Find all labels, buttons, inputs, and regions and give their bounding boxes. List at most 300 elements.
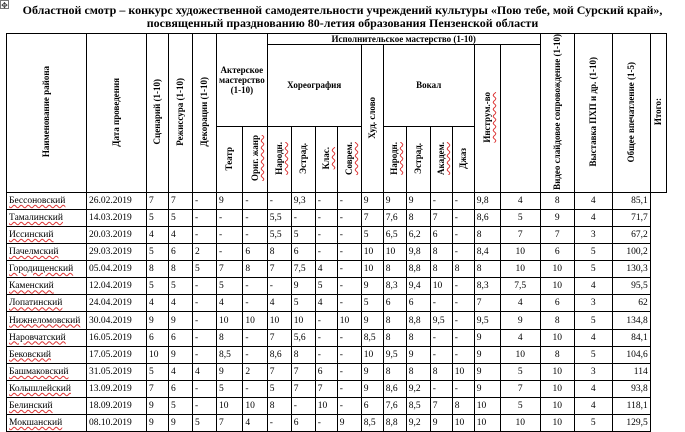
- score-cell: -: [337, 397, 361, 414]
- score-cell: 7: [315, 380, 337, 397]
- score-cell: -: [243, 380, 267, 397]
- score-cell: 7: [267, 261, 291, 278]
- score-cell: 4: [169, 295, 193, 312]
- date-cell: 08.10.2019: [87, 415, 147, 432]
- move-cross-icon[interactable]: ✥: [1, 1, 8, 10]
- score-cell: 9: [169, 312, 193, 329]
- district-name: Лопатинский: [9, 298, 63, 309]
- score-cell: 7: [500, 227, 540, 244]
- score-cell: 8,5: [361, 415, 383, 432]
- score-cell: 7: [169, 192, 193, 209]
- score-cell: 10: [243, 312, 267, 329]
- score-cell: -: [193, 397, 217, 414]
- score-cell: 4: [315, 295, 337, 312]
- score-cell: 3: [574, 227, 612, 244]
- score-cell: -: [430, 295, 452, 312]
- score-cell: 5,5: [267, 209, 291, 226]
- score-cell: 10: [540, 278, 574, 295]
- score-cell: -: [430, 380, 452, 397]
- table-row: [7, 244, 667, 261]
- header-vocal-jazz: Джаз: [452, 126, 474, 192]
- score-cell: 5: [147, 209, 169, 226]
- header-expo: Выставка ПХП и др. (1-10): [574, 34, 612, 193]
- score-cell: -: [337, 346, 361, 363]
- score-cell: 9: [147, 312, 169, 329]
- score-cell: 9: [361, 312, 383, 329]
- score-cell: 9: [500, 312, 540, 329]
- score-cell: 6: [147, 329, 169, 346]
- header-scenario: Сценарий (1-10): [147, 34, 169, 193]
- table-row: [7, 209, 667, 226]
- score-cell: 9: [217, 363, 243, 380]
- total-cell: 67,2: [612, 227, 650, 244]
- score-cell: 4: [500, 295, 540, 312]
- score-cell: -: [193, 380, 217, 397]
- score-cell: 7,5: [500, 278, 540, 295]
- score-cell: 8: [474, 261, 500, 278]
- table-row: [7, 363, 667, 380]
- score-cell: 7: [291, 380, 315, 397]
- table-row: [7, 192, 667, 209]
- district-name-cell: [7, 192, 87, 209]
- district-name-cell: [7, 363, 87, 380]
- score-cell: -: [337, 329, 361, 346]
- score-cell: 5: [574, 415, 612, 432]
- score-cell: 5: [500, 363, 540, 380]
- score-cell: -: [337, 363, 361, 380]
- score-cell: 6: [383, 295, 406, 312]
- header-choreo-estrada: Эстрад.: [291, 126, 315, 192]
- score-cell: 6: [315, 363, 337, 380]
- score-cell: 7: [291, 363, 315, 380]
- score-cell: -: [337, 380, 361, 397]
- header-vocal-estrada: Эстрад.: [406, 126, 430, 192]
- district-name: Наровчатский: [9, 332, 66, 343]
- header-choreography: Хореография: [267, 45, 361, 127]
- table-body: [7, 192, 667, 431]
- score-cell: -: [315, 312, 337, 329]
- district-name: Тамалинский: [9, 212, 63, 223]
- score-cell: 5: [574, 261, 612, 278]
- score-cell: 7: [217, 261, 243, 278]
- date-cell: 31.05.2019: [87, 363, 147, 380]
- district-name: Иссинский: [9, 230, 54, 241]
- score-cell: -: [315, 192, 337, 209]
- score-cell: -: [243, 192, 267, 209]
- header-acting: Актерское мастерство (1-10): [217, 34, 268, 127]
- score-cell: 6: [169, 329, 193, 346]
- score-cell: 9,8: [406, 244, 430, 261]
- score-cell: 9: [430, 415, 452, 432]
- total-cell: 134,8: [612, 312, 650, 329]
- score-cell: 8,8: [406, 312, 430, 329]
- table-row: [7, 415, 667, 432]
- score-cell: 9: [147, 397, 169, 414]
- score-cell: -: [193, 295, 217, 312]
- score-cell: 9,5: [383, 346, 406, 363]
- header-directing: Режиссура (1-10): [169, 34, 193, 193]
- total-cell: 118,1: [612, 397, 650, 414]
- score-cell: 8: [383, 329, 406, 346]
- score-cell: -: [452, 312, 474, 329]
- score-cell: -: [217, 209, 243, 226]
- date-cell: 30.04.2019: [87, 312, 147, 329]
- header-video: Видео слайдовое сопровождение (1-10): [540, 34, 574, 193]
- score-cell: 4: [193, 363, 217, 380]
- score-cell: 7: [147, 192, 169, 209]
- score-cell: -: [337, 227, 361, 244]
- score-cell: 9: [383, 192, 406, 209]
- date-cell: 17.05.2019: [87, 346, 147, 363]
- date-cell: 16.05.2019: [87, 329, 147, 346]
- score-cell: -: [430, 346, 452, 363]
- score-cell: 5: [315, 278, 337, 295]
- score-cell: 5: [169, 209, 193, 226]
- score-cell: 6: [361, 397, 383, 414]
- table-row: [7, 329, 667, 346]
- score-cell: 6: [169, 244, 193, 261]
- score-cell: 7: [430, 397, 452, 414]
- table-row: [7, 397, 667, 414]
- score-cell: 10: [430, 278, 452, 295]
- score-cell: 10: [337, 312, 361, 329]
- total-cell: 100,2: [612, 244, 650, 261]
- score-cell: -: [243, 329, 267, 346]
- score-cell: 8,4: [474, 244, 500, 261]
- score-cell: 9,4: [406, 278, 430, 295]
- score-cell: 8: [540, 346, 574, 363]
- score-cell: -: [337, 295, 361, 312]
- table-row: [7, 295, 667, 312]
- score-cell: 6: [291, 415, 315, 432]
- score-cell: 8,6: [474, 209, 500, 226]
- score-cell: 5: [500, 397, 540, 414]
- total-cell: 71,7: [612, 209, 650, 226]
- score-cell: -: [243, 346, 267, 363]
- score-cell: 8: [430, 363, 452, 380]
- score-cell: 8: [540, 312, 574, 329]
- header-vocal-academic: Академ.: [430, 126, 452, 192]
- date-cell: 18.09.2019: [87, 397, 147, 414]
- table-row: [7, 278, 667, 295]
- score-cell: -: [337, 261, 361, 278]
- score-cell: 8,5: [217, 346, 243, 363]
- score-cell: 8: [474, 227, 500, 244]
- score-cell: 3: [574, 363, 612, 380]
- header-choreo-modern: Соврем.: [337, 126, 361, 192]
- score-cell: 9: [169, 346, 193, 363]
- table-row: [7, 261, 667, 278]
- score-cell: -: [337, 278, 361, 295]
- district-name: Колышлейский: [9, 383, 71, 394]
- district-name: Мокшанский: [9, 418, 63, 429]
- score-cell: 8: [243, 261, 267, 278]
- district-name-cell: [7, 261, 87, 278]
- score-cell: -: [193, 192, 217, 209]
- score-cell: 5,6: [291, 329, 315, 346]
- score-cell: 10: [452, 415, 474, 432]
- score-cell: -: [337, 244, 361, 261]
- district-name: Нижнеломовский: [9, 315, 81, 326]
- score-cell: 5: [193, 415, 217, 432]
- score-cell: 10: [540, 415, 574, 432]
- score-cell: -: [217, 227, 243, 244]
- score-cell: 8: [383, 261, 406, 278]
- score-cell: 7: [500, 380, 540, 397]
- date-cell: 13.09.2019: [87, 380, 147, 397]
- score-cell: -: [452, 244, 474, 261]
- score-cell: 4: [169, 227, 193, 244]
- date-cell: 26.02.2019: [87, 192, 147, 209]
- score-cell: 8,3: [474, 278, 500, 295]
- score-cell: -: [193, 209, 217, 226]
- score-cell: 4: [315, 261, 337, 278]
- score-cell: 9: [361, 363, 383, 380]
- score-cell: 8: [406, 329, 430, 346]
- score-cell: 5: [217, 380, 243, 397]
- score-cell: 4: [574, 329, 612, 346]
- score-cell: -: [452, 295, 474, 312]
- score-cell: 10: [474, 397, 500, 414]
- score-cell: 8: [291, 346, 315, 363]
- score-cell: 7,5: [291, 261, 315, 278]
- header-choreo-folk: Народн.: [267, 126, 291, 192]
- score-cell: 5: [217, 278, 243, 295]
- header-impression: Общее впечатление (1-5): [612, 34, 650, 193]
- score-cell: 6,5: [383, 227, 406, 244]
- score-cell: 10: [361, 346, 383, 363]
- table-row: [7, 227, 667, 244]
- score-cell: -: [452, 380, 474, 397]
- score-cell: 8,5: [361, 329, 383, 346]
- header-name: Наименование района: [7, 34, 87, 193]
- total-cell: 95,5: [612, 278, 650, 295]
- score-cell: 9: [217, 192, 243, 209]
- score-cell: 2: [243, 363, 267, 380]
- date-cell: 20.03.2019: [87, 227, 147, 244]
- score-cell: 10: [361, 261, 383, 278]
- score-cell: 9,5: [430, 312, 452, 329]
- score-cell: 4: [574, 380, 612, 397]
- score-cell: -: [291, 209, 315, 226]
- score-cell: 4: [169, 363, 193, 380]
- total-cell: 104,6: [612, 346, 650, 363]
- score-cell: -: [217, 244, 243, 261]
- score-cell: -: [430, 329, 452, 346]
- score-cell: 10: [147, 346, 169, 363]
- score-cell: 10: [540, 261, 574, 278]
- score-cell: 9,8: [474, 192, 500, 209]
- district-name-cell: [7, 397, 87, 414]
- score-cell: 10: [540, 363, 574, 380]
- score-cell: 9: [474, 346, 500, 363]
- score-cell: 5: [361, 295, 383, 312]
- score-cell: 9: [474, 363, 500, 380]
- title-line-1: Областной смотр – конкурс художественной самодеятельности учреждений культуры «Пою тебе, мой Сурский край»,: [22, 3, 663, 17]
- score-cell: 9: [361, 380, 383, 397]
- score-cell: 5: [291, 295, 315, 312]
- header-vocal-folk: Народн.: [383, 126, 406, 192]
- score-cell: 9: [291, 278, 315, 295]
- score-cell: 10: [500, 261, 540, 278]
- score-cell: 8: [406, 209, 430, 226]
- score-cell: -: [291, 397, 315, 414]
- score-cell: 8,5: [406, 397, 430, 414]
- header-date: Дата проведения: [87, 34, 147, 193]
- score-cell: 8: [267, 244, 291, 261]
- score-cell: 10: [500, 415, 540, 432]
- total-cell: 84,1: [612, 329, 650, 346]
- header-art-word: Худ. слово: [361, 45, 383, 193]
- score-cell: 8: [406, 363, 430, 380]
- score-cell: 8,6: [383, 380, 406, 397]
- score-cell: 8: [452, 261, 474, 278]
- score-cell: -: [315, 244, 337, 261]
- score-cell: -: [243, 295, 267, 312]
- district-name-cell: [7, 244, 87, 261]
- header-instrumental: Инструм.-во: [474, 45, 500, 193]
- score-cell: 10: [291, 312, 315, 329]
- score-cell: 4: [500, 329, 540, 346]
- score-cell: 9,2: [406, 415, 430, 432]
- total-cell: 93,8: [612, 380, 650, 397]
- score-cell: 8: [217, 329, 243, 346]
- score-cell: -: [243, 209, 267, 226]
- score-cell: 8,8: [383, 415, 406, 432]
- score-cell: -: [267, 278, 291, 295]
- score-cell: 7: [540, 227, 574, 244]
- score-cell: 10: [540, 380, 574, 397]
- score-cell: 9: [406, 346, 430, 363]
- score-cell: 10: [315, 397, 337, 414]
- score-cell: 8: [430, 261, 452, 278]
- score-cell: 5: [147, 278, 169, 295]
- date-cell: 24.04.2019: [87, 295, 147, 312]
- score-cell: 9,5: [474, 312, 500, 329]
- total-cell: 62: [612, 295, 650, 312]
- score-cell: -: [193, 278, 217, 295]
- score-cell: 7,6: [383, 209, 406, 226]
- district-name: Бековский: [9, 349, 51, 360]
- header-total: Итого:: [650, 34, 666, 193]
- score-cell: 10: [243, 397, 267, 414]
- score-cell: 4: [147, 295, 169, 312]
- score-cell: 8: [169, 261, 193, 278]
- score-cell: -: [315, 227, 337, 244]
- total-cell: 114: [612, 363, 650, 380]
- score-cell: -: [193, 329, 217, 346]
- date-cell: 14.03.2019: [87, 209, 147, 226]
- score-cell: 6: [430, 227, 452, 244]
- score-cell: 5: [267, 380, 291, 397]
- score-cell: -: [337, 209, 361, 226]
- header-decor: Декорации (1-10): [193, 34, 217, 193]
- score-cell: 6,2: [406, 227, 430, 244]
- score-cell: -: [452, 227, 474, 244]
- score-cell: 7: [430, 209, 452, 226]
- score-cell: -: [315, 415, 337, 432]
- score-cell: 9,3: [291, 192, 315, 209]
- score-cell: 6: [406, 295, 430, 312]
- score-cell: 10: [361, 244, 383, 261]
- score-cell: 5,5: [267, 227, 291, 244]
- header-theatre: Театр: [217, 126, 243, 192]
- total-cell: 85,1: [612, 192, 650, 209]
- district-name-cell: [7, 278, 87, 295]
- score-cell: 9: [474, 329, 500, 346]
- score-cell: 8: [452, 397, 474, 414]
- table-row: [7, 380, 667, 397]
- header-performing: Исполнительское мастерство (1-10): [267, 34, 540, 45]
- district-name: Белинский: [9, 400, 53, 411]
- score-cell: 5: [169, 397, 193, 414]
- score-cell: 8: [383, 312, 406, 329]
- score-cell: -: [337, 192, 361, 209]
- score-cell: -: [315, 329, 337, 346]
- score-cell: 10: [500, 346, 540, 363]
- district-name-cell: [7, 329, 87, 346]
- header-choreo-classic: Клас.: [315, 126, 337, 192]
- score-cell: 7: [267, 329, 291, 346]
- table-row: [7, 346, 667, 363]
- table-row: [7, 312, 667, 329]
- district-name-cell: [7, 415, 87, 432]
- score-cell: 4: [217, 295, 243, 312]
- score-cell: 10: [540, 329, 574, 346]
- score-cell: 9: [147, 415, 169, 432]
- score-cell: 5: [500, 209, 540, 226]
- district-name: Бессоновский: [9, 195, 66, 206]
- score-cell: 6: [169, 380, 193, 397]
- score-cell: 6: [540, 244, 574, 261]
- score-cell: 6: [540, 295, 574, 312]
- score-cell: 7,6: [383, 397, 406, 414]
- total-cell: 130,3: [612, 261, 650, 278]
- score-cell: 7: [474, 295, 500, 312]
- score-cell: 8,8: [406, 261, 430, 278]
- district-name: Городищенский: [9, 264, 74, 275]
- score-cell: 9,2: [406, 380, 430, 397]
- district-name-cell: [7, 312, 87, 329]
- score-cell: 6: [243, 244, 267, 261]
- score-cell: 3: [574, 295, 612, 312]
- date-cell: 05.04.2019: [87, 261, 147, 278]
- district-name-cell: [7, 209, 87, 226]
- score-cell: 9: [361, 278, 383, 295]
- score-cell: 10: [267, 312, 291, 329]
- score-cell: 4: [147, 227, 169, 244]
- score-cell: -: [315, 346, 337, 363]
- score-cell: 4: [574, 209, 612, 226]
- results-table: [6, 33, 667, 432]
- score-cell: 5: [169, 278, 193, 295]
- score-cell: 7: [217, 415, 243, 432]
- score-cell: -: [430, 192, 452, 209]
- title-line-2: посвященный празднованию 80-летия образования Пензенской области: [146, 16, 539, 30]
- score-cell: 8,3: [383, 278, 406, 295]
- score-cell: -: [193, 312, 217, 329]
- score-cell: 4: [574, 278, 612, 295]
- district-name-cell: [7, 295, 87, 312]
- score-cell: 5: [147, 363, 169, 380]
- date-cell: 12.04.2019: [87, 278, 147, 295]
- score-cell: 8,6: [267, 346, 291, 363]
- score-cell: -: [267, 415, 291, 432]
- document-title: [0, 4, 685, 30]
- score-cell: 9: [540, 209, 574, 226]
- score-cell: -: [452, 346, 474, 363]
- score-cell: 9: [361, 192, 383, 209]
